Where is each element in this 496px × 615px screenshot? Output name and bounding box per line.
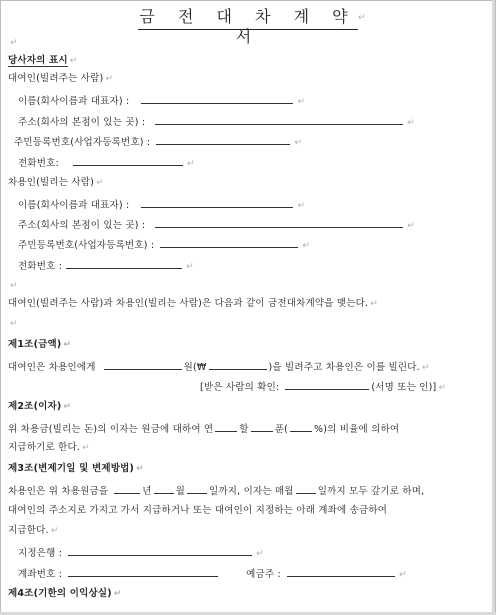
article-3-body-cont-2: 지급한다. ↵: [8, 525, 59, 536]
lender-id-row: 주민등록번호(사업자등록번호) : ↵: [14, 137, 303, 148]
lender-id-field[interactable]: [156, 135, 290, 145]
borrower-addr-field[interactable]: [155, 218, 403, 228]
borrower-id-row: 주민등록번호(사업자등록번호) : ↵: [18, 240, 311, 251]
repay-day-field[interactable]: [187, 484, 207, 494]
interest-day-field[interactable]: [296, 484, 316, 494]
account-field[interactable]: [68, 567, 218, 577]
lender-addr-row: 주소(회사의 본점이 있는 곳) : ↵: [18, 117, 415, 128]
lender-phone-field[interactable]: [73, 156, 183, 166]
receiver-sign-field[interactable]: [285, 380, 369, 390]
bank-field[interactable]: [68, 546, 252, 556]
article-2-title: 제2조(이자) ↵: [8, 401, 72, 412]
lender-name-field[interactable]: [141, 94, 293, 104]
borrower-addr-row: 주소(회사의 본점이 있는 곳) : ↵: [18, 220, 415, 231]
document-title: 금 전 대 차 계 약 서: [139, 7, 357, 46]
article-2-body-cont: 지급하기로 한다. ↵: [8, 442, 90, 453]
repay-month-field[interactable]: [154, 484, 174, 494]
paragraph-mark: ↵: [358, 13, 366, 23]
article-1-confirm: [받은 사람의 확인: (서명 또는 인)] ↵: [200, 382, 447, 393]
amount-korean-field[interactable]: [104, 360, 182, 370]
article-1-title: 제1조(금액) ↵: [8, 339, 72, 350]
borrower-id-field[interactable]: [160, 238, 298, 248]
borrower-phone-row: 전화번호 : ↵: [18, 261, 194, 272]
repay-year-field[interactable]: [114, 484, 140, 494]
section-parties-heading: 당사자의 표시 ↵: [8, 55, 78, 66]
blank-line: ↵: [10, 38, 18, 48]
lender-addr-field[interactable]: [155, 115, 403, 125]
borrower-header: 차용인(빌리는 사람) ↵: [8, 177, 104, 188]
borrower-phone-field[interactable]: [66, 259, 182, 269]
interest-pun-field[interactable]: [251, 422, 273, 432]
page-shadow-right: [492, 0, 495, 615]
blank-line: ↵: [10, 319, 18, 329]
borrower-name-row: 이름(회사이름과 대표자) : ↵: [18, 200, 306, 211]
lender-phone-row: 전화번호: ↵: [18, 158, 195, 169]
lender-name-row: 이름(회사이름과 대표자) : ↵: [18, 96, 306, 107]
article-3-body-cont: 대여인의 주소지로 가지고 가서 지급하거나 또는 대여인이 지정하는 아래 계좌에 송금하여: [8, 505, 388, 516]
amount-number-field[interactable]: [209, 360, 267, 370]
article-1-body: 대여인은 차용인에게 원(₩ )을 빌려주고 차용인은 이를 빌린다. ↵: [8, 362, 430, 373]
account-row: 계좌번호 : 예금주 : ↵: [18, 569, 407, 580]
holder-field[interactable]: [287, 567, 395, 577]
bank-row: 지정은행 : ↵: [18, 548, 264, 559]
article-4-title: 제4조(기한의 이익상실) ↵: [8, 588, 122, 599]
blank-line: ↵: [10, 281, 18, 291]
interest-percent-field[interactable]: [290, 422, 312, 432]
interest-hal-field[interactable]: [215, 422, 237, 432]
article-3-body: 차용인은 위 차용원금을 년 월 일까지, 이자는 매월 일까지 모두 갚기로 하며,: [8, 486, 425, 497]
intro-paragraph: 대여인(빌려주는 사람)과 차용인(빌리는 사람)은 다음과 같이 금전대차계약을 맺는다. ↵: [8, 298, 378, 309]
lender-header: 대여인(빌려주는 사람) ↵: [8, 73, 114, 84]
article-3-title: 제3조(변제기일 및 변제방법) ↵: [8, 463, 144, 474]
article-2-body: 위 차용금(빌리는 돈)의 이자는 원금에 대하여 연 할 푼( %)의 비율에 의하여: [8, 424, 400, 435]
borrower-name-field[interactable]: [141, 198, 293, 208]
